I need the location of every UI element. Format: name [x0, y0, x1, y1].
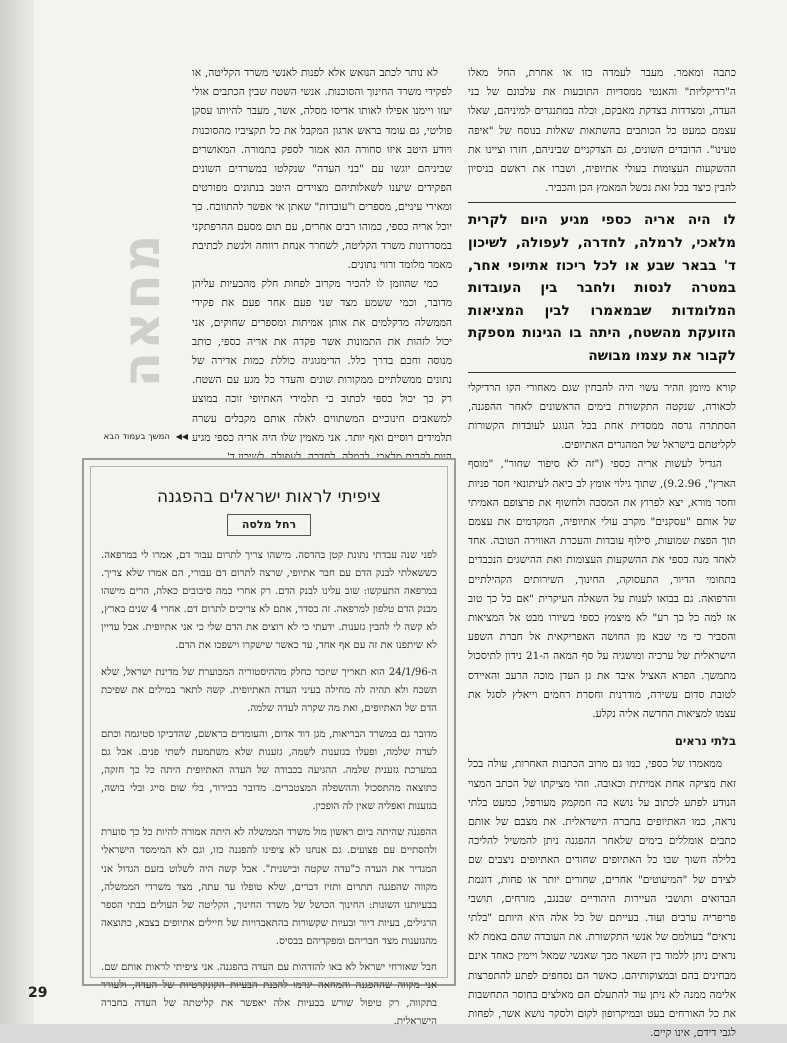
continued-text: המשך בעמוד הבא	[103, 432, 170, 442]
divider	[468, 372, 736, 373]
section-subheading: בלתי נראים	[674, 734, 736, 749]
page-number: 29	[28, 985, 48, 1001]
boxed-article-title: ציפיתי לראות ישראלים בהפגנה	[157, 487, 381, 507]
boxed-article-body	[101, 547, 437, 1039]
article-paragraph: הגדיל לעשות אריה כספי ("זה לא סיפור שחור", "מוסף הארץ", 9.2.96), שתוך גילוי אומץ לב כיאה לעיתונאי חסר פניות וחסר מורא, יצא לפרוץ את המסכה ולחשוף את פרצופם האמיתי של אותם "עסקנים" מקרב עולי אתיופיה, המקדמים את עצמם תוך הפצת שמועות, סילוף עובדות והעכרת האווירה הטובה. אחד לאחד מנה כספי את ההשקעות העצומות ואת ההישגים הנכבדים בתחומי הדיור, התעסוקה, החינוך, השירותים הקהילתיים והרפואה. גם בבואו לענות על השאלה העיקרית "אם כל כך טוב אז למה כל כך רע" לא מיצמץ כספי בשיורו מבט אל המציאות והסביר כי מי שבא מן החושה האפריקאית אל חברת השפע הישראלית של ערכיה ומושגיה על סף המאה ה-21 נידון לתיסכול מתמשך. הפרא האציל איבד את גן העדן מוכה הרעב והאיידס לטובת סדום עשירה, מודרנית וחסרת רחמים וייאלץ לסגל את עצמו למציאות החדשה אליה נקלע.	[468, 458, 736, 721]
article-paragraph: ממאמרו של כספי, כמו גם מרוב הכתבות האחרות, עולה בכל זאת מציקה אחת אמיתית וכאובה. וזהי מציקתו של הכתב המצוי הנודע לפתע לכתוב על נושא כה חמקמק מעורפל, כמעט בלתי נראה, כמו האתיופים בחברה הישראלית. את מצבם של אותם כתבים אומללים בימים שלאחר ההפגנה ניתן להמשיל להליכה בלילה חשוך שבו כל האתיופים שחורים האתיופים ניצבים שם לצידם של "המיעוטים" אחרים, שחורים יותר או פחות, דוגמת הבדואים ותושבי העיירות היהודיים שבנגב, מזרחים, תושבי פריפריה ערבים ועוד. בעייתם של כל אלה היא היותם "בלתי נראים" בעולמם של אנשי התקשורת. את העובדה שהם באמת לא נראים ניתן ללמוד בין השאר מכך שאנשי שמאל ויימין כאחד אינם מבחינים בהם ובמצוקותיהם. כאשר הם נסחפים לפתע להתפרצות אלימה ממנה לא ניתן עוד להתעלם הם מאלצים בחוסר התחשבות את כל האורחים בעט ובמיקרופון לקום ולסקר נושא אשר, לפחות לגבי דידם, אינו קיים.	[468, 758, 736, 1040]
article-middle-column	[192, 64, 452, 467]
article-paragraph: כתבה ומאמר. מעבר לעמדה כזו או אחרת, החל מאלו ה"רדיקליות" והאנטי ממסדיות התובעות את עלבונם של בני העדה, ומצדדות בצדקת מאבקם, וכלה במתנגדים למיניהם, שאלו עצמם כמעט כל הכותבים בהשתאות שאלות בנוסח של "איפה טעינו". הדובדים השונים, גם הצדקניים שביניהם, חזרו וציינו את ההשקעות העצומות בעולי אתיופיה, ושברו את ראשם בניסיון להבין כיצד בכל זאת נכשל המאמץ הכן והכביר.	[468, 67, 736, 195]
section-title-text: מחאה	[112, 232, 172, 388]
section-title-vertical	[112, 205, 172, 410]
box-paragraph: חבל שאזרחי ישראל לא באו להזדהות עם העדה בהפגנה. אני ציפיתי לראות אותם שם. אני מקווה שההפגנה והמחאה יגרמו להבנת הבעיות הקונקרטיות של העדה, ולעורר בתקווה, רק טיפול שורש בבעיות אלה יאפשר את קליטתה של העדה בחברה הישראלית.	[101, 961, 437, 1028]
article-right-column	[468, 64, 736, 1043]
article-paragraph: לא נותר לכתב הנואש אלא לפנות לאנשי משרד הקליטה, או לפקידי משרד החינוך והסוכנות. אנשי השטח שבין הכתבים אולי יעזו ויימנו אפילו לאותו אדיסו מסלה, אשר, מעבר להיותו עסקן פוליטי, גם עומד בראש ארגון המקבל את כל תקציביו מהסוכנות ויודע היטב איזו סחורה הוא אמור לספק בתמורה. המאושרים שביניהם יוגשו עם "בני העדה" שנקלטו במשרדים השונים הפקידים שיענו לשאלותיהם מצוידים היטב בנתונים מפורטים ומאירי עיניים, מספרים ו"עובדות" שאתן אי אפשר להתווכח. כך יוכל אריה כספי, כמוהו רבים אחרים, עם תום מסעם ההרפתקני במסדרונות משרד הקליטה, לשחרר אנחת רווחה ולגשת לכתיבת מאמר מלומד ורווי נתונים.	[192, 67, 452, 272]
continued-note	[98, 432, 188, 442]
boxed-article-frame	[90, 466, 448, 1028]
article-paragraph: קורא מיומן וזהיר עשוי היה להבחין שגם מאחורי הקו הרדיקלי לכאורה, שנקטה התקשורת בימים הראשונים לאחר ההפגנה, הסתתרה גרסה ממסדית אחת בכל הנוגע לעובדות הקשורות לקליטתם בישראל של המהגרים האתיופים.	[468, 381, 736, 452]
page-spine-shadow	[0, 0, 34, 1024]
box-paragraph: ההפגנה שהיתה ביום ראשון מול משרד הממשלה לא היתה אמורה להיות כל כך סוערת ולהסתיים עם פצועים. גם אנחנו לא ציפינו להפגנה כזו, וגם לא המימסד הישראלי המגדיר את העדה כ"עדה שקטה ובישנית". אבל קשה היה לשלוט בזעם הגדול אני מקווה שהפגנה תתרום ותזיז דברים, שלא טופלו עד עתה, מצד משרדי הממשלה, בבעיותנו השונות: החינוך הכושל של משרד החינוך, הקליטה של העולים בבתי הספר הרגילים, בעיות דיור ובעיות שקשורות בהתאבדויות של חיילים אתיופים בצבא, כתוצאה מהגזענות מצד חבריהם ומפקדיהם בבסיס.	[101, 827, 437, 947]
arrow-left-icon: ◀◀	[175, 432, 188, 441]
boxed-article-author: רחל מלסה	[227, 514, 311, 536]
divider	[468, 202, 736, 203]
box-paragraph: לפני שנה עבדתי נתונת קטן בהדסה. מישהו צריך לתרום עבור דם, אמרו לי במרפאה. כששאלתי לבנק הדם עם חבר אתיופי, שרצה לתרום דם עבורי, הם אמרו שלא צריך. במרפאה התעקשו: שוב עלינו לבנק הדם. רק אחרי כמה סיבובים כאלה, הרים מישהו מבנק הדם טלפון למרפאה. זה בסדר, אתם לא צריכים לתרום דם. אחרי 4 שנים בארץ, לא קשה לי להבין גזענות. ידעתי כי לא רוצים את הדם שלי כי אני אתיופית. אבל עדיין לא שיתפנו את זה עם אף אחד, עד כאשר שישקרו וישפכו את הדם.	[101, 550, 437, 652]
box-paragraph: ה-24/1/96 הוא תאריך שיזכר כחלק מההיסטוריה המכוערת של מדינת ישראל, שלא תשכח ולא תהיה לה מחילה בעיני העדה האתיופית. קשה לתאר במילים את שפיכת הדם של האתיופים, ואת מה שקרה לעדה שלמה.	[101, 666, 437, 714]
pull-quote: לו היה אריה כספי מגיע היום לקרית מלאכי, לרמלה, לחדרה, לעפולה, לשיכון ד' בבאר שבע או לכל ריכוז אתיופי אחר, במטרה לנסות ולחבר בין העובדות המלומדות שבמאמרו לבין המציאות הזועקת מהשטח, היתה בו הגינות מספקת לקבור את עצמו מבושה	[468, 212, 736, 364]
article-paragraph: כמי שהוזמן לו להכיר מקרוב לפחות חלק מהבעיות עליהן מדובר, וכמי ששמע מצד שני פעם אחר פעם את פקידי הממשלה מדקלמים את אותן אמיתות ומספרים שחוקים, אני יכול לזהות את התמונות אשר פקדה את אריה כספי, כותב מנוסה וחכם בדרך כלל. הדימגוגיה כוללת כמות אדירה של נתונים ממשלתיים ממקורות שונים והעדר כל מגע עם השטח. רק כך יכול כספי לכתוב כי תלמידי האתיופי זוכה במוצע למשאבים חינוכיים המשתווים לאלה אותם מקבלים עשרה תלמידים רוסיים ואף יותר. אני מאמין שלו היה אריה כספי מגיע	[192, 278, 452, 444]
box-paragraph: מדובר גם במשרד הבריאות, מגן דוד אדום, והעומדים בראשם, שהדביקו סטיגמה וכתם לעדה שלמה, ופעלו בגזענות לשמה, גזענות שלא משתמעת לשתי פנים. אבל גם במערכת גזענית שלמה. ההגיעה בכבודה של העדה האתיופית היתה כל כך חזקה, כתוצאה מהתסכול וההשפלה המצטברים. מדובר בבירור, בלי שום סייג ובלי בושה, בגזענות ואפליה שאין לה הופכין.	[101, 728, 437, 813]
boxed-article	[82, 458, 456, 1028]
